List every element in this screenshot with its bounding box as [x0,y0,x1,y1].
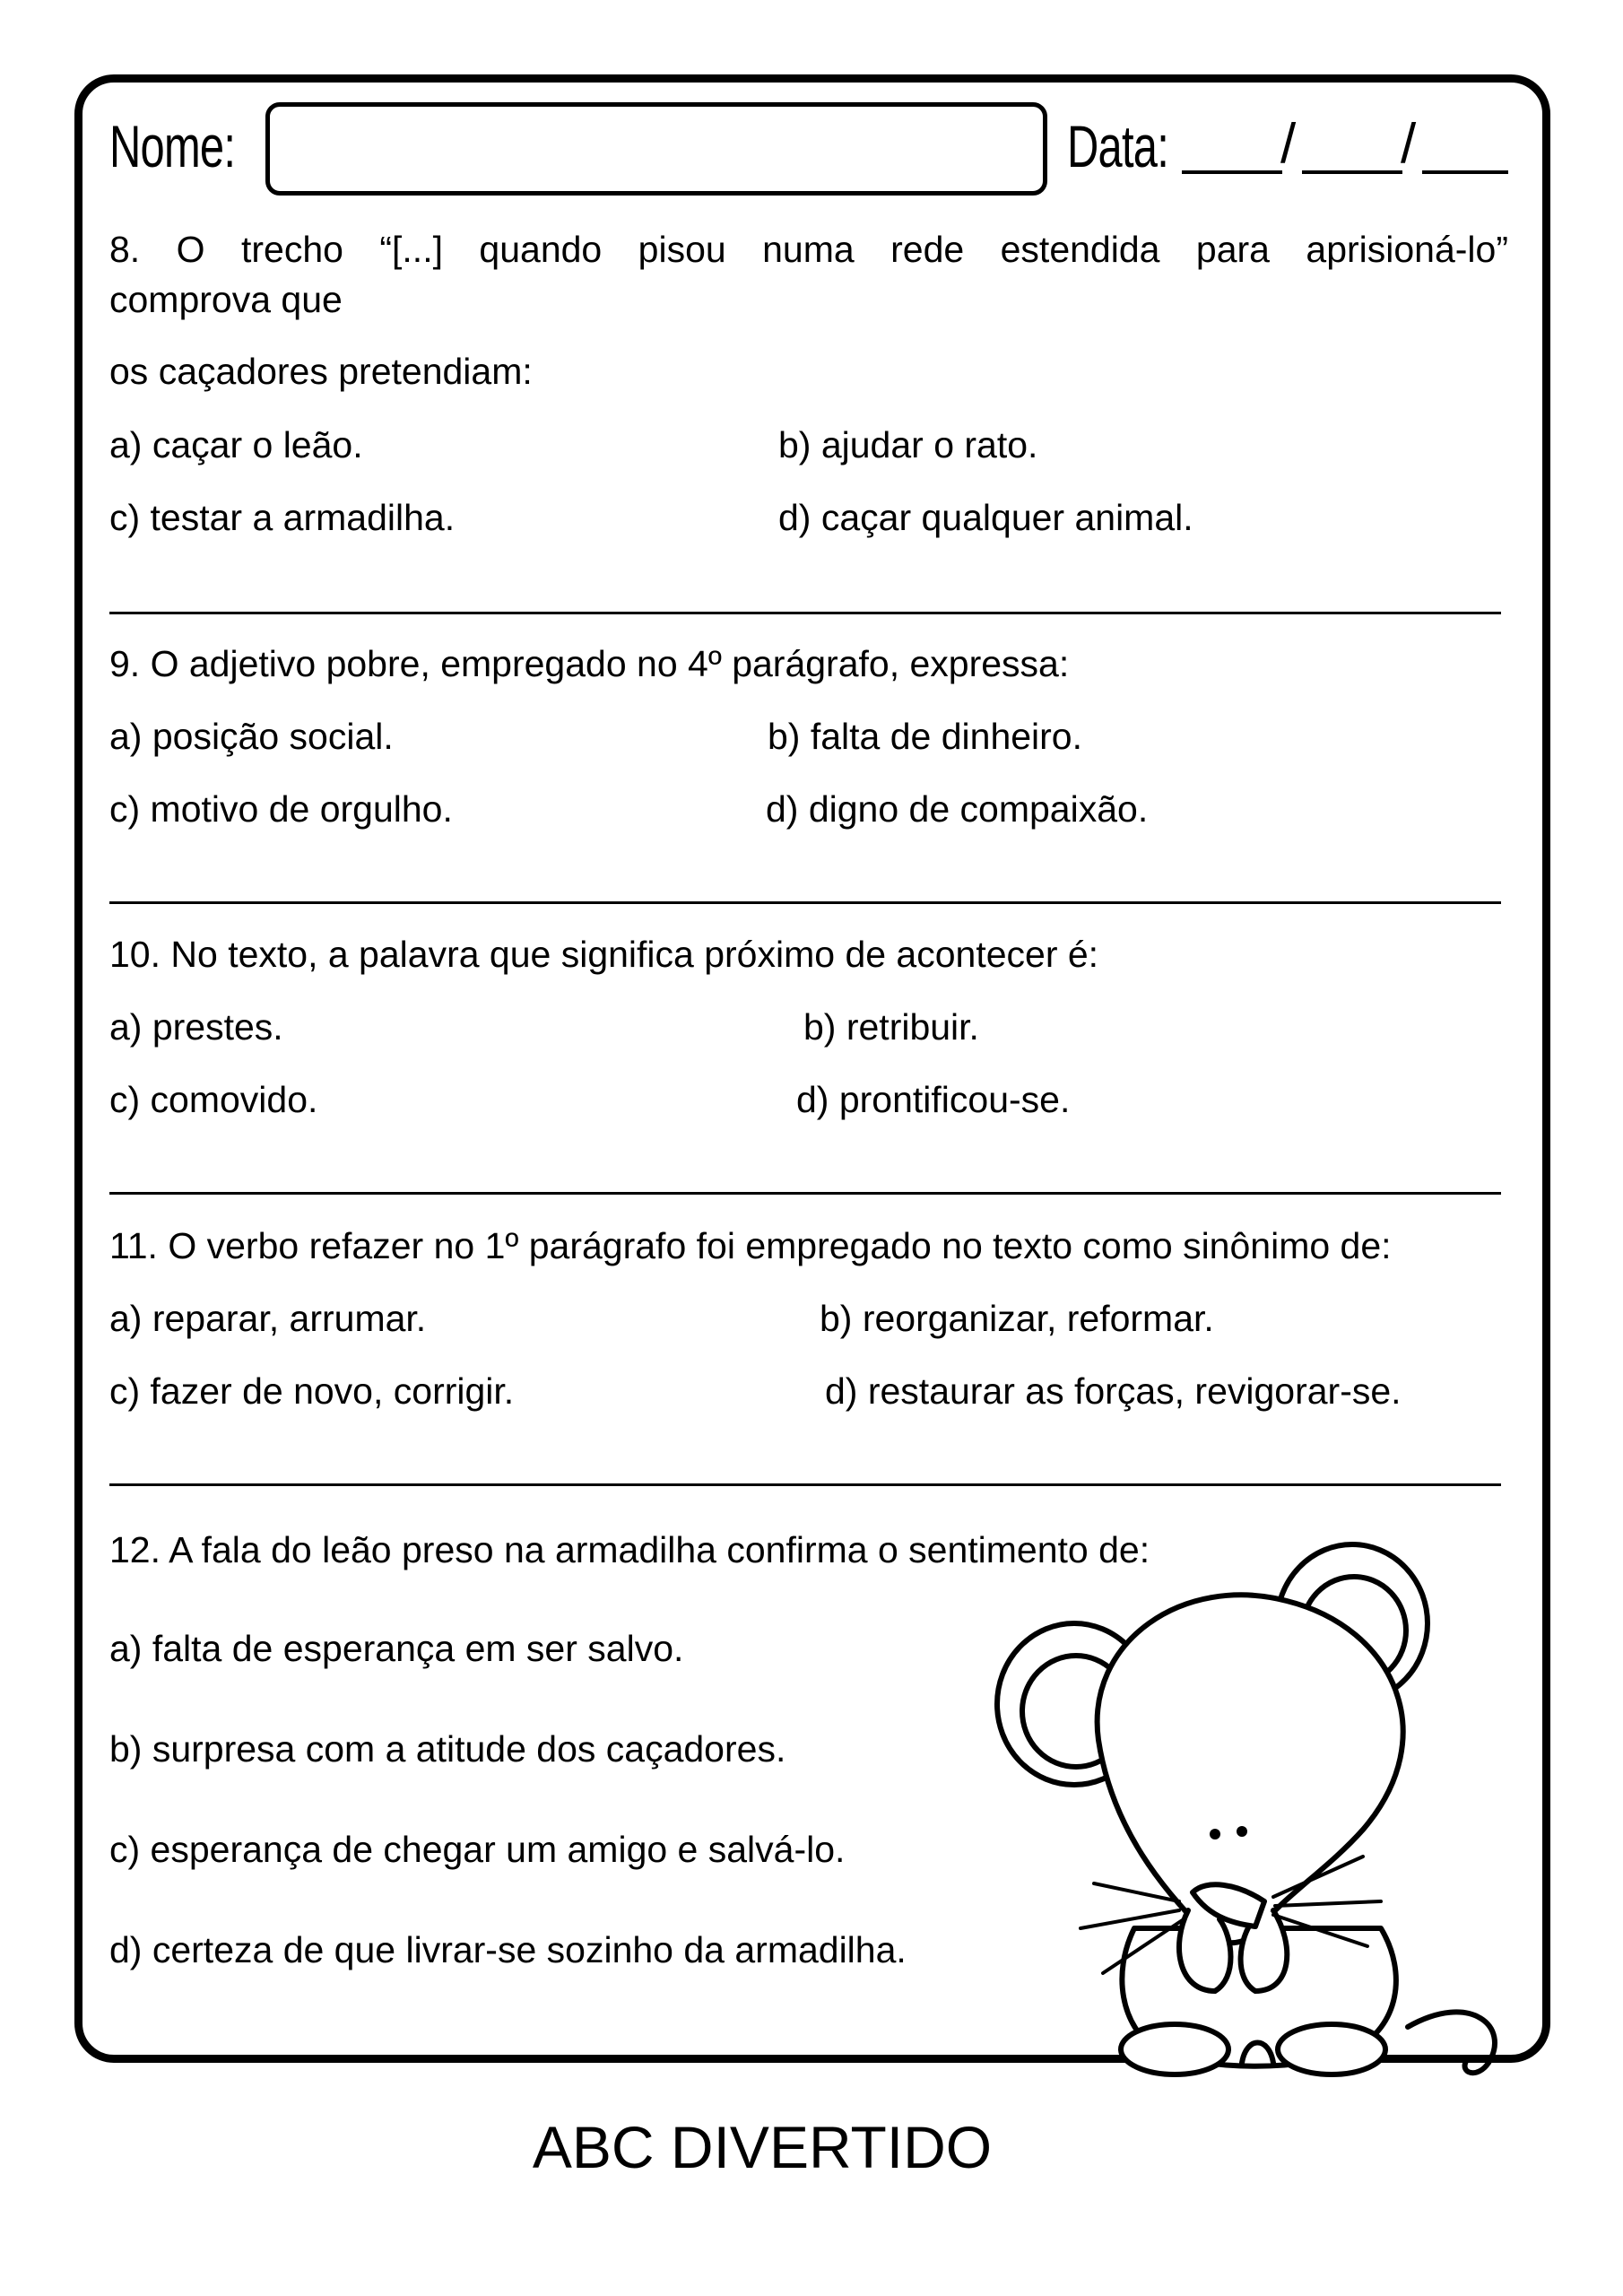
q9-option-d[interactable]: d) digno de compaixão. [766,788,1149,830]
q8-option-a[interactable]: a) caçar o leão. [109,424,363,465]
q12-question: 12. A fala do leão preso na armadilha confirma o sentimento de: [109,1529,1150,1570]
q8-option-c[interactable]: c) testar a armadilha. [109,497,456,538]
q11-question: 11. O verbo refazer no 1º parágrafo foi empregado no texto como sinônimo de: [109,1225,1392,1266]
mouse-cartoon-icon [986,1525,1524,2081]
name-label: Nome: [109,113,236,179]
q11-option-c[interactable]: c) fazer de novo, corrigir. [109,1370,515,1412]
q8-answer-line[interactable] [109,612,1501,614]
q9-option-a[interactable]: a) posição social. [109,716,394,757]
q12-option-d[interactable]: d) certeza de que livrar-se sozinho da armadilha. [109,1929,907,1970]
date-year-blank[interactable] [1422,170,1508,174]
q9-option-c[interactable]: c) motivo de orgulho. [109,788,453,830]
date-month-blank[interactable] [1302,170,1402,174]
q12-option-b[interactable]: b) surpresa com a atitude dos caçadores. [109,1728,786,1770]
q11-option-b[interactable]: b) reorganizar, reformar. [820,1298,1214,1339]
q11-option-d[interactable]: d) restaurar as forças, revigorar-se. [825,1370,1402,1412]
q10-question: 10. No texto, a palavra que significa próximo de acontecer é: [109,934,1099,975]
q11-option-a[interactable]: a) reparar, arrumar. [109,1298,427,1339]
q11-answer-line[interactable] [109,1483,1501,1486]
q8-question-line2: comprova que [109,279,343,320]
q8-question-line1: 8. O trecho “[...] quando pisou numa rede estendida para aprisioná-lo” [109,229,1508,270]
q8-option-b[interactable]: b) ajudar o rato. [778,424,1038,465]
date-separator-2: / [1401,113,1417,175]
name-input-box[interactable] [265,102,1047,196]
q9-answer-line[interactable] [109,901,1501,904]
date-label: Data: [1067,113,1169,179]
q9-question: 9. O adjetivo pobre, empregado no 4º parágrafo, expressa: [109,643,1070,684]
q9-option-b[interactable]: b) falta de dinheiro. [768,716,1083,757]
footer-brand: ABC DIVERTIDO [532,2114,993,2180]
q8-question-line3: os caçadores pretendiam: [109,351,533,392]
date-separator-1: / [1280,113,1297,175]
q10-option-b[interactable]: b) retribuir. [803,1006,979,1048]
q12-option-c[interactable]: c) esperança de chegar um amigo e salvá-lo. [109,1829,846,1870]
q10-answer-line[interactable] [109,1192,1501,1195]
q12-option-a[interactable]: a) falta de esperança em ser salvo. [109,1628,684,1669]
q10-option-a[interactable]: a) prestes. [109,1006,283,1048]
date-day-blank[interactable] [1182,170,1282,174]
q8-option-d[interactable]: d) caçar qualquer animal. [778,497,1193,538]
q10-option-c[interactable]: c) comovido. [109,1079,318,1120]
q10-option-d[interactable]: d) prontificou-se. [796,1079,1071,1120]
